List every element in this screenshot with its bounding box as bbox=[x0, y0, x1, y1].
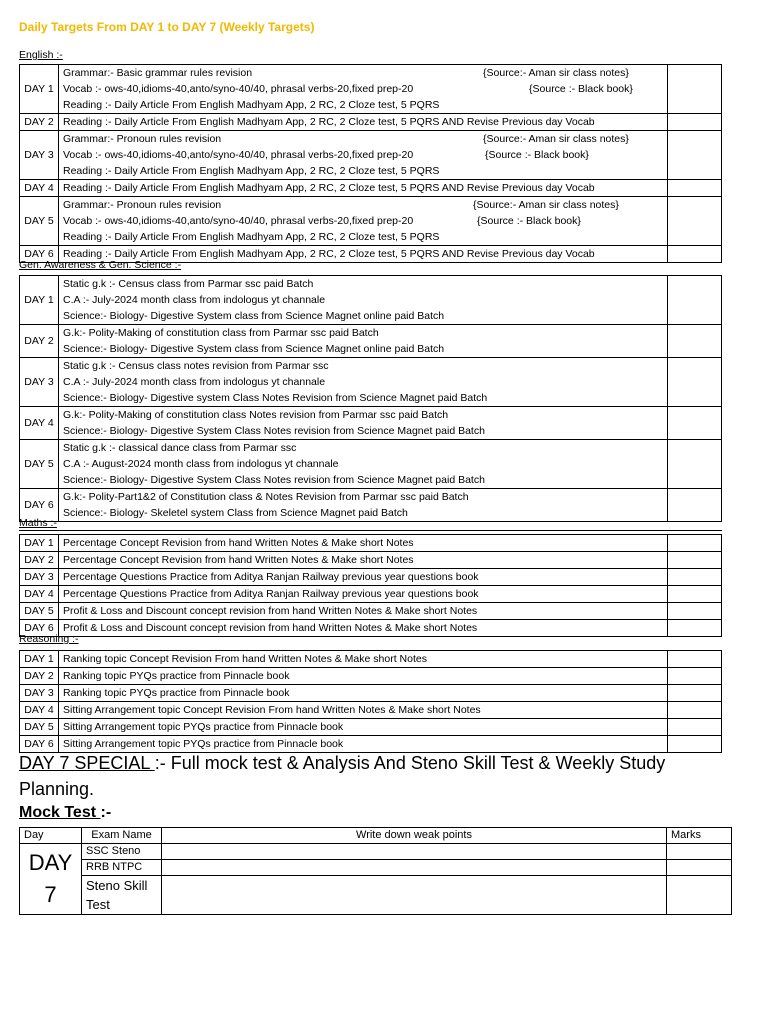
day-cell: DAY 5 bbox=[20, 719, 59, 736]
task-line: C.A :- July-2024 month class from indologus yt channale bbox=[63, 376, 326, 388]
task-text: Reading :- Daily Article From English Madhyam App, 2 RC, 2 Cloze test, 5 PQRS AND Revise Previous day Vocab bbox=[63, 182, 595, 194]
task-line: Science:- Biology- Digestive System Class Notes revision from Science Magnet paid Batch bbox=[63, 425, 485, 437]
day7-special-label: DAY 7 SPECIAL bbox=[19, 753, 155, 773]
day7-special-text: :- Full mock test & Analysis And Steno Skill Test & Weekly Study Planning. bbox=[19, 753, 666, 799]
reasoning-task-cell: Sitting Arrangement topic PYQs practice from Pinnacle book bbox=[59, 719, 668, 736]
day-cell: DAY 2 bbox=[20, 552, 59, 569]
task-line bbox=[63, 65, 663, 81]
gk-task-cell bbox=[59, 358, 668, 407]
english-row bbox=[20, 65, 722, 114]
check-cell[interactable] bbox=[668, 440, 722, 489]
check-cell[interactable] bbox=[668, 685, 722, 702]
check-cell[interactable] bbox=[668, 407, 722, 440]
maths-task-cell: Percentage Questions Practice from Aditya Ranjan Railway previous year questions book bbox=[59, 586, 668, 603]
mock-marks-cell[interactable] bbox=[667, 860, 732, 876]
day-cell: DAY 1 bbox=[20, 535, 59, 552]
maths-row bbox=[20, 586, 722, 603]
mock-exam-name: Steno Skill Test bbox=[82, 876, 162, 915]
task-line: Science:- Biology- Digestive system Class Notes Revision from Science Magnet paid Batch bbox=[63, 392, 488, 404]
day-cell: DAY 3 bbox=[20, 358, 59, 407]
english-row bbox=[20, 197, 722, 246]
maths-task-cell: Profit & Loss and Discount concept revision from hand Written Notes & Make short Notes bbox=[59, 603, 668, 620]
mock-header-row bbox=[20, 828, 732, 844]
task-text: Grammar:- Pronoun rules revision bbox=[63, 133, 222, 145]
check-cell[interactable] bbox=[668, 719, 722, 736]
gk-row bbox=[20, 276, 722, 325]
task-line bbox=[63, 229, 663, 245]
reasoning-row bbox=[20, 668, 722, 685]
check-cell[interactable] bbox=[668, 358, 722, 407]
mock-row bbox=[20, 844, 732, 860]
maths-heading bbox=[19, 517, 57, 529]
day7-special bbox=[19, 750, 719, 802]
task-source: {Source :- Black book} bbox=[485, 149, 589, 161]
task-line: Science:- Biology- Skeletel system Class from Science Magnet paid Batch bbox=[63, 507, 408, 519]
task-line: Static g.k :- classical dance class from Parmar ssc bbox=[63, 442, 297, 454]
check-cell[interactable] bbox=[668, 180, 722, 197]
maths-row bbox=[20, 552, 722, 569]
day-cell: DAY 5 bbox=[20, 603, 59, 620]
mock-weak-points-cell[interactable] bbox=[162, 876, 667, 915]
check-cell[interactable] bbox=[668, 668, 722, 685]
gk-heading-suffix: & Gen. Science :- bbox=[95, 259, 182, 271]
task-line: Science:- Biology- Digestive System Class Notes revision from Science Magnet paid Batch bbox=[63, 474, 485, 486]
day-cell: DAY 4 bbox=[20, 702, 59, 719]
task-line: Science:- Biology- Digestive System class from Science Magnet online paid Batch bbox=[63, 310, 445, 322]
check-cell[interactable] bbox=[668, 603, 722, 620]
check-cell[interactable] bbox=[668, 702, 722, 719]
reasoning-task-cell: Sitting Arrangement topic Concept Revision From hand Written Notes & Make short Notes bbox=[59, 702, 668, 719]
maths-row bbox=[20, 569, 722, 586]
task-text: Vocab :- ows-40,idioms-40,anto/syno-40/40, phrasal verbs-20,fixed prep-20 bbox=[63, 215, 414, 227]
gk-table bbox=[19, 275, 722, 522]
mock-row bbox=[20, 876, 732, 915]
mock-col-day: Day bbox=[20, 828, 82, 844]
task-text: Vocab :- ows-40,idioms-40,anto/syno-40/40, phrasal verbs-20,fixed prep-20 bbox=[63, 83, 414, 95]
gk-heading bbox=[19, 259, 181, 271]
task-source: {Source :- Black book} bbox=[477, 215, 581, 227]
check-cell[interactable] bbox=[668, 489, 722, 522]
day-cell: DAY 6 bbox=[20, 246, 59, 263]
english-heading-label: English bbox=[19, 49, 54, 61]
maths-task-cell: Percentage Concept Revision from hand Written Notes & Make short Notes bbox=[59, 552, 668, 569]
check-cell[interactable] bbox=[668, 131, 722, 180]
english-task-cell bbox=[59, 131, 668, 180]
check-cell[interactable] bbox=[668, 552, 722, 569]
check-cell[interactable] bbox=[668, 276, 722, 325]
mock-exam-name: RRB NTPC bbox=[82, 860, 162, 876]
task-text: Reading :- Daily Article From English Madhyam App, 2 RC, 2 Cloze test, 5 PQRS bbox=[63, 231, 440, 243]
maths-row bbox=[20, 535, 722, 552]
task-text: Reading :- Daily Article From English Madhyam App, 2 RC, 2 Cloze test, 5 PQRS bbox=[63, 165, 440, 177]
reasoning-task-cell: Sitting Arrangement topic PYQs practice from Pinnacle book bbox=[59, 736, 668, 753]
task-line bbox=[63, 114, 663, 130]
check-cell[interactable] bbox=[668, 651, 722, 668]
reasoning-row bbox=[20, 702, 722, 719]
english-row bbox=[20, 180, 722, 197]
task-line bbox=[63, 81, 663, 97]
page-title: Daily Targets From DAY 1 to DAY 7 (Weekly Targets) bbox=[19, 20, 315, 34]
english-heading-suffix: :- bbox=[53, 49, 63, 61]
reasoning-row bbox=[20, 719, 722, 736]
day-cell: DAY 4 bbox=[20, 586, 59, 603]
task-source: {Source :- Black book} bbox=[529, 83, 633, 95]
day-cell: DAY 6 bbox=[20, 489, 59, 522]
task-line: G.k:- Polity-Part1&2 of Constitution class & Notes Revision from Parmar ssc paid Batch bbox=[63, 491, 469, 503]
task-line: Static g.k :- Census class notes revision from Parmar ssc bbox=[63, 360, 329, 372]
maths-divider bbox=[19, 530, 722, 531]
check-cell[interactable] bbox=[668, 620, 722, 637]
task-text: Grammar:- Pronoun rules revision bbox=[63, 199, 222, 211]
mock-weak-points-cell[interactable] bbox=[162, 860, 667, 876]
task-line: Static g.k :- Census class from Parmar ssc paid Batch bbox=[63, 278, 314, 290]
english-row bbox=[20, 131, 722, 180]
english-row bbox=[20, 114, 722, 131]
task-line bbox=[63, 197, 663, 213]
reasoning-row bbox=[20, 651, 722, 668]
day-cell: DAY 4 bbox=[20, 407, 59, 440]
gk-row bbox=[20, 489, 722, 522]
check-cell[interactable] bbox=[668, 65, 722, 114]
maths-task-cell: Percentage Concept Revision from hand Written Notes & Make short Notes bbox=[59, 535, 668, 552]
reasoning-task-cell: Ranking topic Concept Revision From hand Written Notes & Make short Notes bbox=[59, 651, 668, 668]
task-source: {Source:- Aman sir class notes} bbox=[473, 199, 619, 211]
day-cell: DAY 1 bbox=[20, 65, 59, 114]
english-heading bbox=[19, 49, 63, 61]
mock-weak-points-cell[interactable] bbox=[162, 844, 667, 860]
task-source: {Source:- Aman sir class notes} bbox=[483, 67, 629, 79]
task-line bbox=[63, 97, 663, 113]
reasoning-heading: Reasoning :- bbox=[19, 633, 79, 645]
task-text: Vocab :- ows-40,idioms-40,anto/syno-40/40, phrasal verbs-20,fixed prep-20 bbox=[63, 149, 414, 161]
day-cell: DAY 1 bbox=[20, 651, 59, 668]
task-text: Reading :- Daily Article From English Madhyam App, 2 RC, 2 Cloze test, 5 PQRS bbox=[63, 99, 440, 111]
check-cell[interactable] bbox=[668, 569, 722, 586]
day-cell: DAY 2 bbox=[20, 668, 59, 685]
gk-task-cell bbox=[59, 489, 668, 522]
gk-row bbox=[20, 407, 722, 440]
english-task-cell bbox=[59, 197, 668, 246]
mock-test-heading-label: Mock Test bbox=[19, 804, 101, 821]
check-cell[interactable] bbox=[668, 197, 722, 246]
mock-marks-cell[interactable] bbox=[667, 844, 732, 860]
reasoning-row bbox=[20, 685, 722, 702]
maths-heading-suffix: :- bbox=[47, 517, 57, 529]
day-cell: DAY 2 bbox=[20, 325, 59, 358]
day-cell: DAY 5 bbox=[20, 440, 59, 489]
task-text: Grammar:- Basic grammar rules revision bbox=[63, 67, 253, 79]
maths-row bbox=[20, 603, 722, 620]
task-line bbox=[63, 180, 663, 196]
day-cell: DAY 3 bbox=[20, 569, 59, 586]
check-cell[interactable] bbox=[668, 586, 722, 603]
task-line bbox=[63, 131, 663, 147]
mock-test-heading-suffix: :- bbox=[100, 804, 112, 821]
check-cell[interactable] bbox=[668, 325, 722, 358]
day-cell: DAY 6 bbox=[20, 736, 59, 753]
reasoning-table bbox=[19, 650, 722, 753]
english-table bbox=[19, 64, 722, 263]
english-task-cell bbox=[59, 114, 668, 131]
english-task-cell bbox=[59, 65, 668, 114]
task-line: C.A :- July-2024 month class from indologus yt channale bbox=[63, 294, 326, 306]
task-line: G.k:- Polity-Making of constitution class Notes revision from Parmar ssc paid Batch bbox=[63, 409, 449, 421]
reasoning-task-cell: Ranking topic PYQs practice from Pinnacle book bbox=[59, 685, 668, 702]
gk-row bbox=[20, 358, 722, 407]
check-cell[interactable] bbox=[668, 246, 722, 263]
mock-day-cell: DAY 7 bbox=[20, 844, 82, 915]
maths-table bbox=[19, 534, 722, 637]
day-cell: DAY 3 bbox=[20, 131, 59, 180]
task-line bbox=[63, 163, 663, 179]
gk-task-cell bbox=[59, 325, 668, 358]
mock-test-heading bbox=[19, 804, 111, 822]
gk-row bbox=[20, 440, 722, 489]
gk-row bbox=[20, 325, 722, 358]
task-line bbox=[63, 147, 663, 163]
task-line: Science:- Biology- Digestive System class from Science Magnet online paid Batch bbox=[63, 343, 445, 355]
task-text: Reading :- Daily Article From English Madhyam App, 2 RC, 2 Cloze test, 5 PQRS AND Revise Previous day Vocab bbox=[63, 248, 595, 260]
reasoning-task-cell: Ranking topic PYQs practice from Pinnacle book bbox=[59, 668, 668, 685]
day-cell: DAY 5 bbox=[20, 197, 59, 246]
gk-heading-label: Gen. Awareness bbox=[19, 259, 96, 271]
maths-task-cell: Profit & Loss and Discount concept revision from hand Written Notes & Make short Notes bbox=[59, 620, 668, 637]
maths-heading-label: Maths bbox=[19, 517, 48, 529]
task-text: Reading :- Daily Article From English Madhyam App, 2 RC, 2 Cloze test, 5 PQRS AND Revise Previous day Vocab bbox=[63, 116, 595, 128]
mock-marks-cell[interactable] bbox=[667, 876, 732, 915]
task-line: G.k:- Polity-Making of constitution class from Parmar ssc paid Batch bbox=[63, 327, 379, 339]
gk-task-cell bbox=[59, 440, 668, 489]
task-line: C.A :- August-2024 month class from indologus yt channale bbox=[63, 458, 339, 470]
day-cell: DAY 1 bbox=[20, 276, 59, 325]
day-cell: DAY 4 bbox=[20, 180, 59, 197]
day-cell: DAY 6 bbox=[20, 620, 59, 637]
english-task-cell bbox=[59, 180, 668, 197]
task-source: {Source:- Aman sir class notes} bbox=[483, 133, 629, 145]
gk-task-cell bbox=[59, 407, 668, 440]
gk-task-cell bbox=[59, 276, 668, 325]
check-cell[interactable] bbox=[668, 535, 722, 552]
check-cell[interactable] bbox=[668, 114, 722, 131]
mock-test-table bbox=[19, 827, 732, 915]
task-line bbox=[63, 213, 663, 229]
mock-col-exam: Exam Name bbox=[82, 828, 162, 844]
maths-row bbox=[20, 620, 722, 637]
mock-row bbox=[20, 860, 732, 876]
mock-exam-name: SSC Steno bbox=[82, 844, 162, 860]
mock-col-marks: Marks bbox=[667, 828, 732, 844]
maths-task-cell: Percentage Questions Practice from Aditya Ranjan Railway previous year questions book bbox=[59, 569, 668, 586]
day-cell: DAY 3 bbox=[20, 685, 59, 702]
mock-col-weak-points: Write down weak points bbox=[162, 828, 667, 844]
day-cell: DAY 2 bbox=[20, 114, 59, 131]
